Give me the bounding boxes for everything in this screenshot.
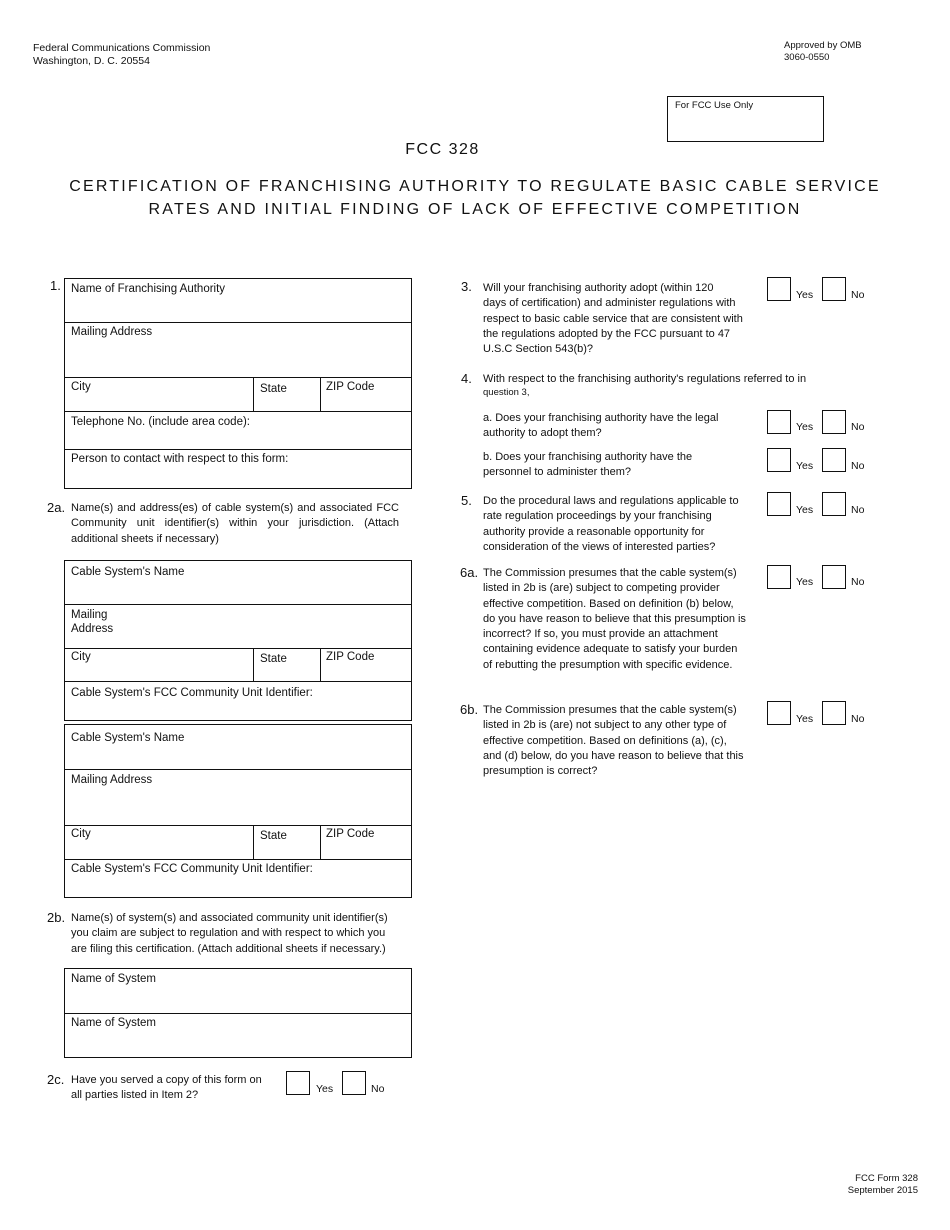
q5-no-checkbox[interactable]: [822, 492, 846, 516]
system-2-name-field[interactable]: Name of System: [71, 1017, 156, 1029]
q3-number: 3.: [461, 279, 472, 294]
q6b-no-label: No: [851, 713, 865, 725]
q4b-no-label: No: [851, 460, 865, 472]
franchising-authority-name-field[interactable]: Name of Franchising Authority: [71, 283, 226, 295]
cable-system-1-mailing-field[interactable]: Mailing Address: [71, 609, 114, 635]
franchising-authority-box: [64, 278, 412, 489]
q3-no-checkbox[interactable]: [822, 277, 846, 301]
section-2a-number: 2a.: [47, 500, 66, 515]
section-2c-number: 2c.: [47, 1072, 65, 1087]
cable-system-2-city-field[interactable]: City: [71, 828, 91, 840]
cable-system-1-city-field[interactable]: City: [71, 651, 91, 663]
q4b-yes-label: Yes: [796, 460, 814, 472]
q2c-yes-label: Yes: [316, 1083, 334, 1095]
q2c-no-label: No: [371, 1083, 385, 1095]
cable-system-1-box: [64, 560, 412, 721]
q4a-no-checkbox[interactable]: [822, 410, 846, 434]
q6a-text: The Commission presumes that the cable system(s) listed in 2b is (are) subject to competing provider effective competition. Based on definition (b) below, do you have reason to believe that this presumption is incorrect? If so, you must provide an attachment containing evidence adequate to satisfy your burden of rebutting the presumption with specific evidence.: [483, 567, 746, 671]
q3-no-label: No: [851, 289, 865, 301]
q4-text-cont: question 3,: [483, 387, 530, 398]
cable-system-2-zip-field[interactable]: ZIP Code: [326, 828, 375, 840]
system-1-name-field[interactable]: Name of System: [71, 973, 156, 985]
q4b-no-checkbox[interactable]: [822, 448, 846, 472]
agency-address: Washington, D. C. 20554: [33, 55, 150, 67]
q6b-no-checkbox[interactable]: [822, 701, 846, 725]
q5-yes-checkbox[interactable]: [767, 492, 791, 516]
q4a-no-label: No: [851, 421, 865, 433]
q6a-number: 6a.: [460, 565, 479, 580]
q2c-yes-checkbox[interactable]: [286, 1071, 310, 1095]
q3-yes-label: Yes: [796, 289, 814, 301]
q4-text: With respect to the franchising authority's regulations referred to in: [483, 373, 807, 385]
cable-system-1-identifier-field[interactable]: Cable System's FCC Community Unit Identifier:: [71, 687, 313, 699]
franchising-zip-field[interactable]: ZIP Code: [326, 381, 375, 393]
cable-system-2-name-field[interactable]: Cable System's Name: [71, 732, 185, 744]
agency-name: Federal Communications Commission: [33, 42, 211, 54]
systems-box: [64, 968, 412, 1058]
q4b-text: b. Does your franchising authority have the personnel to administer them?: [483, 451, 693, 479]
omb-number: 3060-0550: [784, 52, 830, 63]
section-2b-number: 2b.: [47, 910, 66, 925]
q4a-text: a. Does your franchising authority have the legal authority to adopt them?: [483, 412, 719, 440]
cable-system-2-mailing-field[interactable]: Mailing Address: [71, 774, 153, 786]
form-number: FCC 328: [405, 141, 480, 158]
section-2b-text: Name(s) of system(s) and associated community unit identifier(s) you claim are subject to regulation and with respect to which you are filing this certification. (Attach additional sheets if necessary.): [71, 912, 388, 955]
q3-text: Will your franchising authority adopt (within 120 days of certification) and administer regulations with respect to basic cable service that are consistent with the regulations adopted by the FCC pursuant to 47 U.S.C Section 543(b)?: [483, 282, 743, 356]
q5-text: Do the procedural laws and regulations applicable to rate regulation proceedings by your franchising authority provide a reasonable opportunity for consideration of the views of interested parties?: [483, 495, 739, 553]
fcc-use-only-label: For FCC Use Only: [675, 100, 754, 111]
q6a-yes-checkbox[interactable]: [767, 565, 791, 589]
fcc-use-only-box: [667, 96, 824, 142]
cable-system-2-state-field[interactable]: State: [260, 830, 287, 842]
q5-yes-label: Yes: [796, 504, 814, 516]
franchising-telephone-field[interactable]: Telephone No. (include area code):: [71, 416, 251, 428]
form-title-line1: CERTIFICATION OF FRANCHISING AUTHORITY TO REGULATE BASIC CABLE SERVICE: [69, 178, 881, 195]
section-2c-text: Have you served a copy of this form on all parties listed in Item 2?: [71, 1074, 262, 1102]
q3-yes-checkbox[interactable]: [767, 277, 791, 301]
q4b-yes-checkbox[interactable]: [767, 448, 791, 472]
cable-system-2-identifier-field[interactable]: Cable System's FCC Community Unit Identifier:: [71, 863, 313, 875]
footer-form-name: FCC Form 328: [855, 1173, 918, 1184]
cable-system-1-state-field[interactable]: State: [260, 653, 287, 665]
franchising-mailing-address-field[interactable]: Mailing Address: [71, 326, 153, 338]
q5-no-label: No: [851, 504, 865, 516]
q6a-no-checkbox[interactable]: [822, 565, 846, 589]
section-2a-text: Name(s) and address(es) of cable system(s) and associated FCC Community unit identifier(s) within your jurisdiction. (Attach additional sheets if necessary): [71, 502, 399, 545]
cable-system-1-name-field[interactable]: Cable System's Name: [71, 566, 185, 578]
omb-approval: Approved by OMB: [784, 40, 862, 51]
section-1-number: 1.: [50, 278, 61, 293]
q4-number: 4.: [461, 371, 472, 386]
footer-form-date: September 2015: [847, 1185, 918, 1196]
q5-number: 5.: [461, 493, 472, 508]
franchising-state-field[interactable]: State: [260, 383, 287, 395]
cable-system-2-box: [64, 724, 412, 898]
form-title-line2: RATES AND INITIAL FINDING OF LACK OF EFFECTIVE COMPETITION: [148, 201, 802, 218]
cable-system-1-zip-field[interactable]: ZIP Code: [326, 651, 375, 663]
franchising-contact-person-field[interactable]: Person to contact with respect to this form:: [71, 453, 289, 465]
q6a-no-label: No: [851, 576, 865, 588]
q2c-no-checkbox[interactable]: [342, 1071, 366, 1095]
q6b-text: The Commission presumes that the cable system(s) listed in 2b is (are) not subject to any other type of effective competition. Based on definitions (a), (c), and (d) below, do you have reason to believe that this presumption is correct?: [483, 704, 744, 778]
q6b-yes-checkbox[interactable]: [767, 701, 791, 725]
franchising-city-field[interactable]: City: [71, 381, 91, 393]
q4a-yes-checkbox[interactable]: [767, 410, 791, 434]
q6a-yes-label: Yes: [796, 576, 814, 588]
q6b-yes-label: Yes: [796, 713, 814, 725]
q4a-yes-label: Yes: [796, 421, 814, 433]
q6b-number: 6b.: [460, 702, 479, 717]
